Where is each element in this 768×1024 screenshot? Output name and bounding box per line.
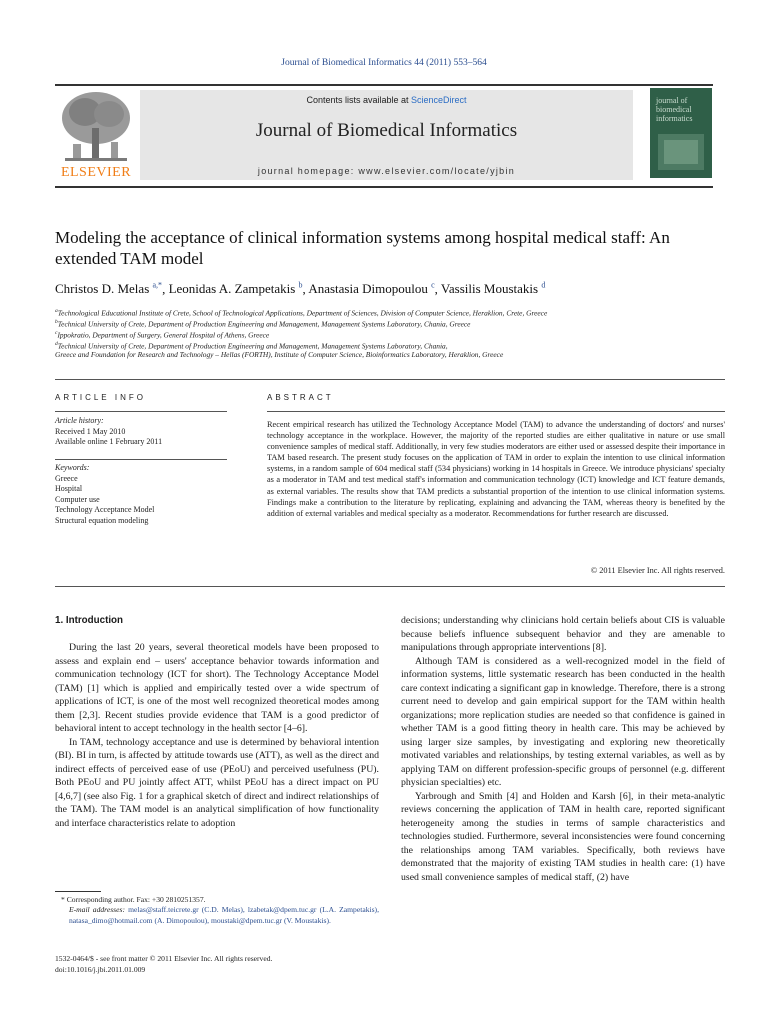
- abstract-text: Recent empirical research has utilized the Technology Acceptance Model (TAM) to advance the understanding of doctors' and nurses' technology acceptance in the workplace. However, the majority of the reported studies are either qualitative in nature or use small convenience samples of medical staff. Additionally, in very few studies moderators are either used or assessed despite their importance in TAM based research. The present study focuses on the application of TAM in order to explain the intention to use clinical information systems, in a random sample of 604 medical staff (534 physicians) working in 14 hospitals in Greece. We introduce physicians' specialty as a moderator in TAM and test medical staff's information and communication technology (ICT) knowledge and ICT feature demands, as external variables. The results show that TAM predicts a substantial proportion of the intention to use clinical information systems. Findings make a contribution to the literature by replicating, explaining and advancing the TAM, whereas theory is benefited by the addition of external variables and medical specialty as a moderator. Recommendations for further research are discussed.: [267, 420, 725, 518]
- cover-graphic: [650, 128, 712, 178]
- journal-cover-thumbnail[interactable]: [650, 88, 712, 178]
- left-column: [55, 641, 379, 830]
- keywords-rule: [55, 459, 227, 460]
- right-column: [401, 614, 725, 884]
- article-history: Article history: Received 1 May 2010 Available online 1 February 2011: [55, 416, 163, 447]
- keyword: Technology Acceptance Model: [55, 505, 155, 515]
- abstract-bottom-rule: [55, 586, 725, 587]
- masthead-bottom-rule: [55, 186, 713, 188]
- footnotes: [55, 895, 379, 926]
- email-addresses: E-mail addresses: melas@staff.teicrete.gr (C.D. Melas), lzabetak@dpem.tuc.gr (L.A. Zampetakis), natasa_dimo@hotmail.com (A. Dimopoulou), moustaki@dpem.tuc.gr (V. Moustakis).: [69, 905, 379, 925]
- affiliation-d: $^d$Technical University of Crete, Department of Production Engineering and Management, Management Systems Laboratory, Chania,: [55, 341, 448, 351]
- abstract-rule: [267, 411, 725, 412]
- affiliation-d-cont: Greece and Foundation for Research and Technology – Hellas (FORTH), Institute of Computer Science, Bioinformatics Laboratory, Heraklion, Greece: [55, 350, 504, 359]
- footnote-rule: [55, 891, 101, 892]
- contents-prefix: Contents lists available at: [306, 95, 412, 105]
- author[interactable]: Leonidas A. Zampetakis $^b$: [168, 281, 303, 297]
- author[interactable]: Vassilis Moustakis $^d$: [440, 281, 546, 297]
- section-heading-introduction: 1. Introduction: [55, 615, 124, 626]
- journal-title: Journal of Biomedical Informatics: [255, 120, 518, 141]
- affiliation-b: $^b$Technical University of Crete, Department of Production Engineering and Management, Management Systems Laboratory, Chania, Greece: [55, 319, 471, 329]
- paragraph: Although TAM is considered as a well-recognized model in the field of information systems, little systematic research has been conducted in the health care context indicating a significant gap in knowledge. Therefore, there is a strong current need to develop and gain empirical support for the TAM within health organizations; more replication studies are needed so that confidence is gained in whether TAM is a good fitting theory in health care. This may be achieved by using larger size samples, by investigating and exploring new theoretically motivated variables and relationships, by testing external variables, as well as by applying TAM on different profession-specific groups of personnel (e.g. different physician specialties) etc.: [401, 655, 725, 788]
- abstract-label: ABSTRACT: [267, 393, 334, 402]
- author[interactable]: Christos D. Melas $^{a,*}$: [55, 281, 163, 297]
- contents-available-line: [140, 95, 633, 105]
- masthead-top-rule: [55, 84, 713, 86]
- corresponding-author-note: * Corresponding author. Fax: +30 2810251357.: [61, 895, 206, 904]
- affiliation-a: $^a$Technological Educational Institute of Crete, School of Technological Applications, Department of Sciences, Division of Computer Science, Heraklion, Crete, Greece: [55, 308, 548, 318]
- doi-link[interactable]: doi:10.1016/j.jbi.2011.01.009: [55, 965, 146, 974]
- article-info-label: ARTICLE INFO: [55, 393, 146, 402]
- paragraph: During the last 20 years, several theoretical models have been proposed to assess and explain end – users' acceptance behavior towards information and communication technology (ICT for short). The Technology Acceptance Model (TAM) [1] which is applied and empirically tested over a wide spectrum of applications of ICT, is one of the most well recognized theoretical modes among them [2,3]. Recent studies provide evidence that TAM is a good predictor of behavioral intent to accept technology in the health sector [4–6].: [55, 642, 379, 734]
- email-links[interactable]: melas@staff.teicrete.gr (C.D. Melas), lzabetak@dpem.tuc.gr (L.A. Zampetakis), natasa_dimo@hotmail.com (A. Dimopoulou), moustaki@dpem.tuc.gr (V. Moustakis).: [69, 905, 379, 925]
- affiliation-c: $^c$Ippokratio, Department of Surgery, General Hospital of Athens, Greece: [55, 330, 270, 340]
- keyword: Structural equation modeling: [55, 515, 149, 525]
- sciencedirect-link[interactable]: ScienceDirect: [411, 95, 467, 105]
- cover-title: journal of biomedical informatics: [656, 96, 693, 123]
- paper-title: Modeling the acceptance of clinical information systems among hospital medical staff: An extended TAM model: [55, 228, 670, 268]
- front-matter-divider: [55, 379, 725, 380]
- journal-homepage[interactable]: journal homepage: www.elsevier.com/locate/yjbin: [257, 166, 516, 176]
- author[interactable]: Anastasia Dimopoulou $^c$: [308, 281, 435, 297]
- keyword: Greece: [55, 473, 78, 483]
- issn-line: 1532-0464/$ - see front matter © 2011 Elsevier Inc. All rights reserved.: [55, 954, 273, 963]
- paragraph: In TAM, technology acceptance and use is determined by behavioral intention (BI). BI in turn, is affected by attitude towards use (ATT), as well as the direct and indirect effects of perceived ease of use (PEoU) and perceived usefulness (PU). Both PEoU and PU jointly affect ATT, whilst PEoU has a direct impact on PU [4,6,7] (see also Fig. 1 for a graphical sketch of direct and indirect relationships of the TAM). The TAM model is an analytical simplification of how functionality and interface characteristics relate to adoption: [55, 736, 379, 829]
- paragraph: Yarbrough and Smith [4] and Holden and Karsh [6], in their meta-analytic reviews concerning the application of TAM in health care, reported significant heterogeneity among the studies in terms of sample characteristics and technologies studied. Furthermore, several inconsistencies were found concerning the relationships among TAM variables. Specifically, both reviews have demonstrated that the majority of existing TAM studies in health care: (1) have used small convenience samples of medical staff, (2) have: [401, 790, 725, 883]
- keywords-list: Keywords: Greece Hospital Computer use Technology Acceptance Model Structural equation modeling: [55, 463, 227, 527]
- journal-reference[interactable]: Journal of Biomedical Informatics 44 (2011) 553–564: [281, 58, 487, 68]
- paragraph: decisions; understanding why clinicians hold certain beliefs about CIS is valuable because beliefs influence subsequent behavior and they are amenable to manipulations through appropriate interventions [8].: [401, 615, 725, 653]
- author-list: Christos D. Melas $^{a,*}$, Leonidas A. Zampetakis $^b$, Anastasia Dimopoulou $^c$, Vassilis Moustakis $^d$: [55, 281, 546, 297]
- keyword: Computer use: [55, 494, 100, 504]
- abstract-copyright: © 2011 Elsevier Inc. All rights reserved.: [590, 566, 725, 575]
- keyword: Hospital: [55, 484, 83, 494]
- elsevier-wordmark: ELSEVIER: [60, 165, 132, 180]
- article-info-rule: [55, 411, 227, 412]
